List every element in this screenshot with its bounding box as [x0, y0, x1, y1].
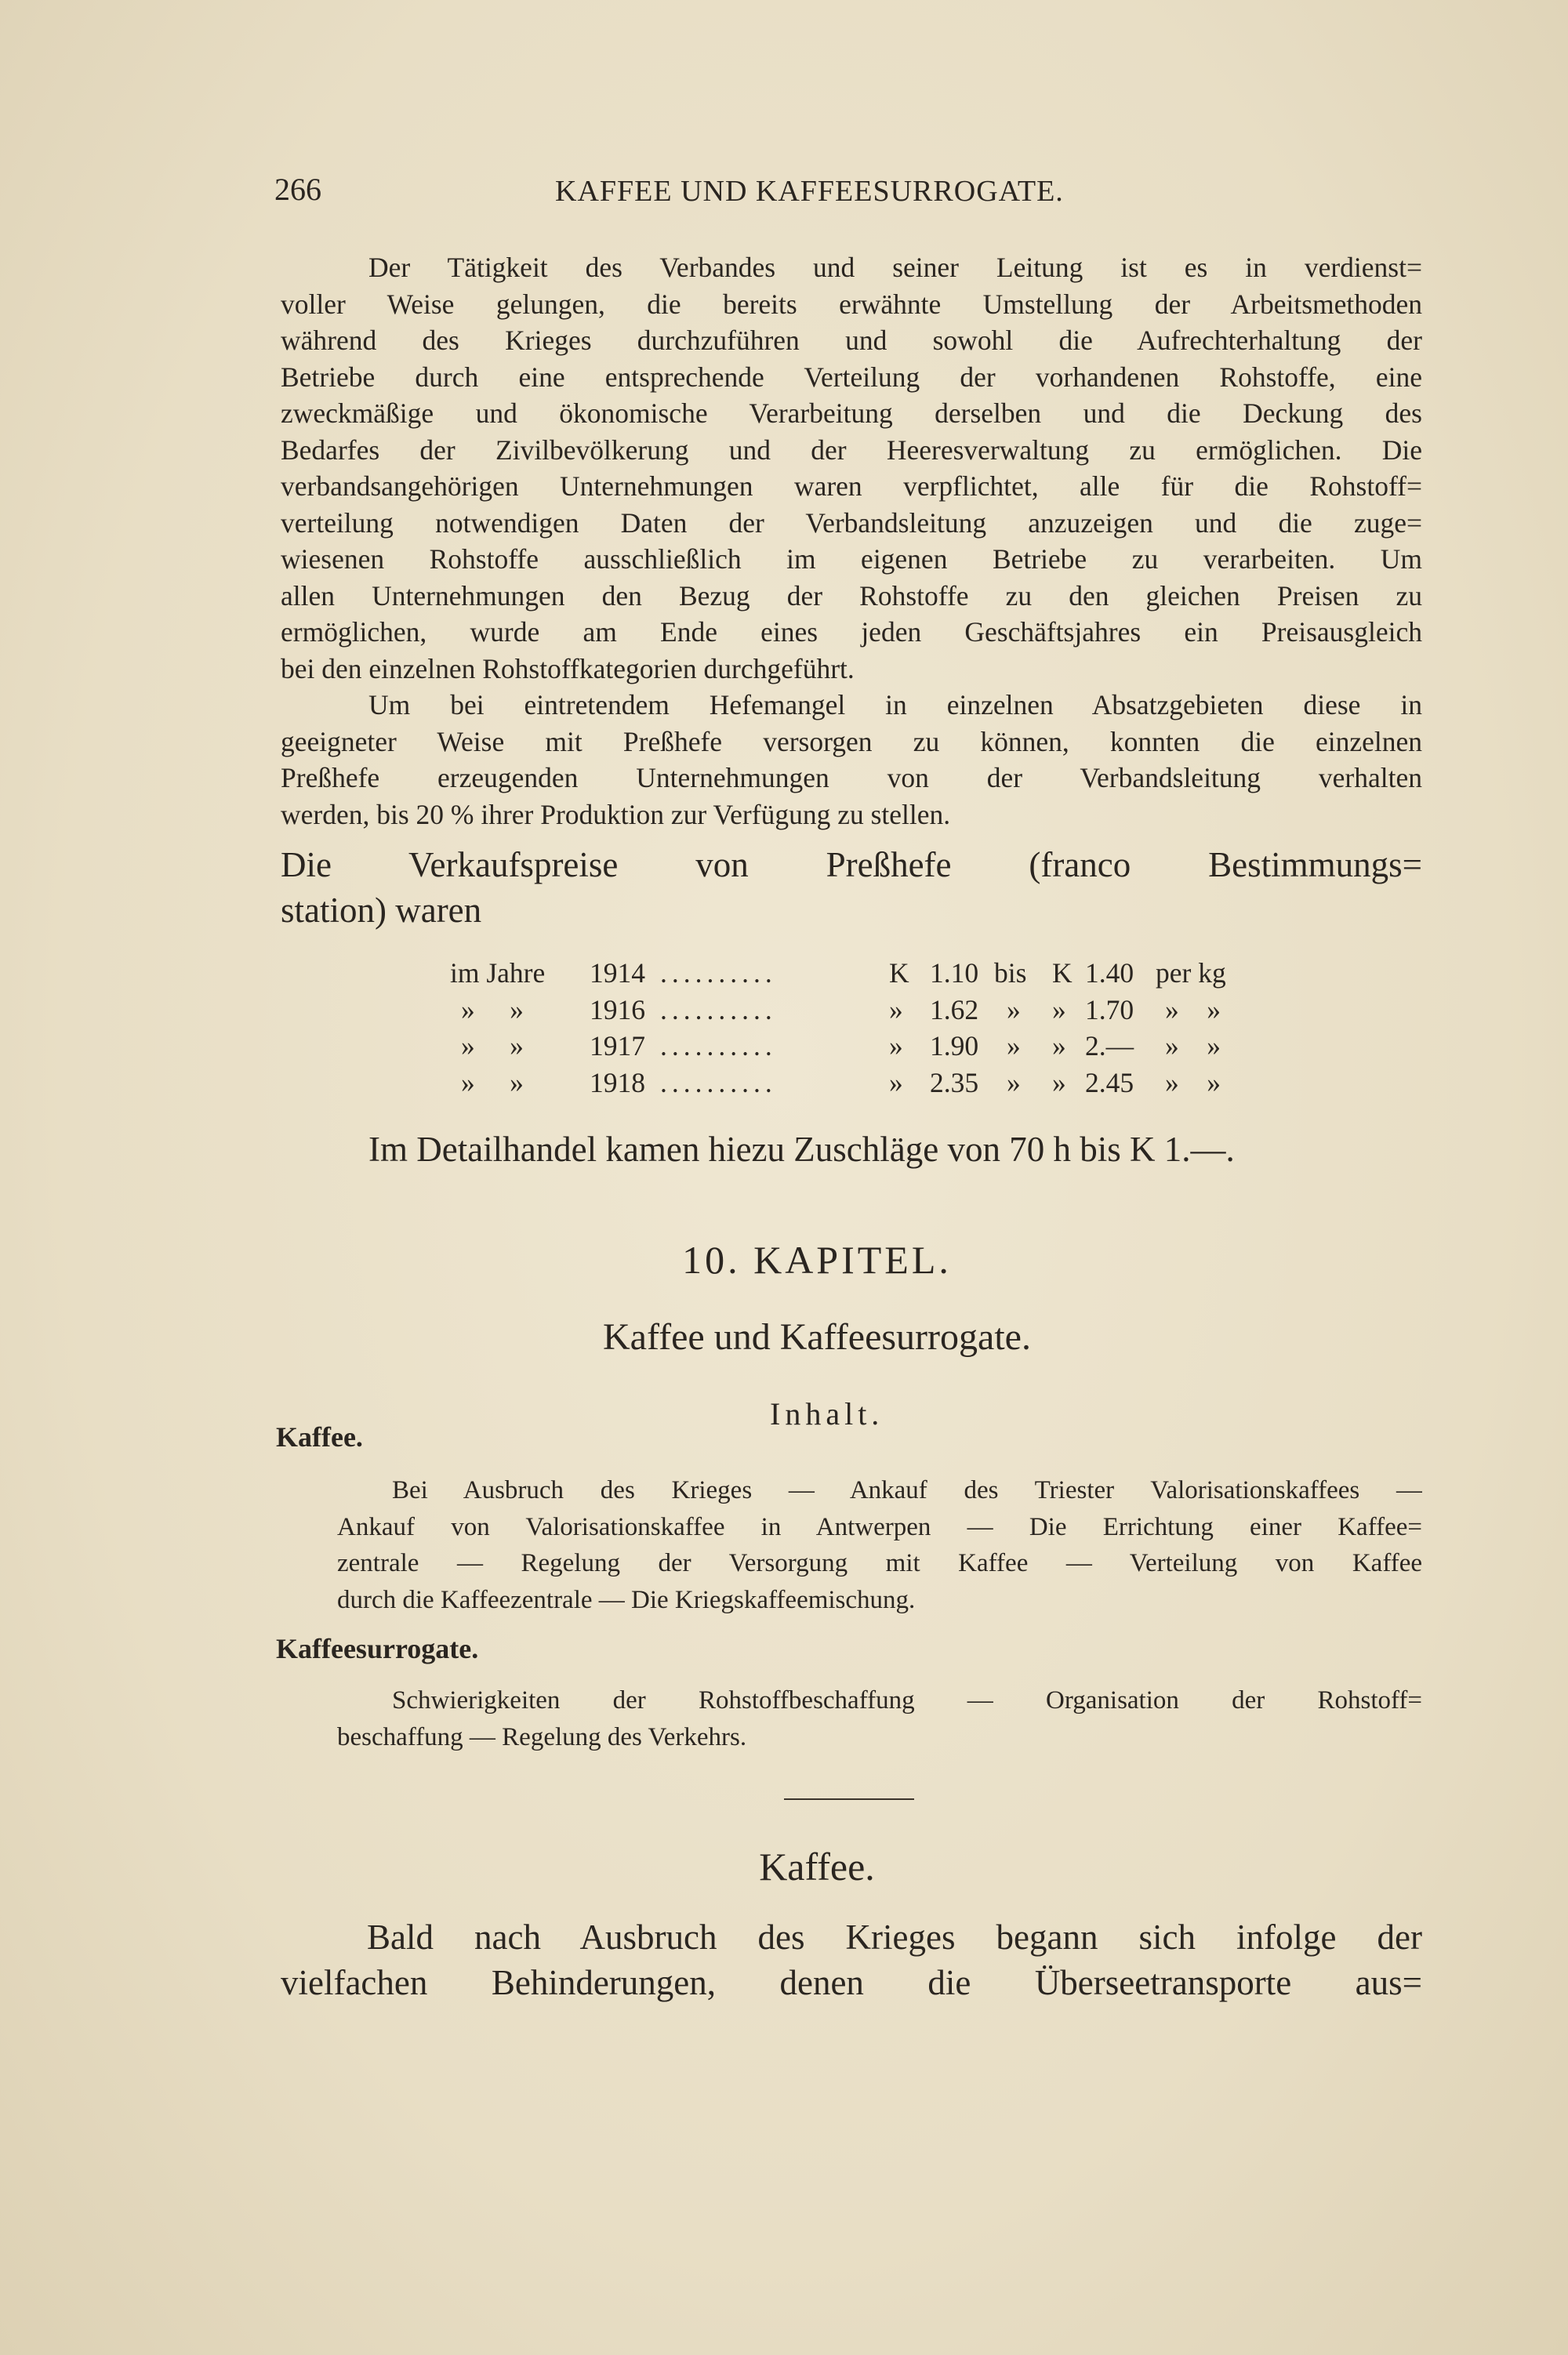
price-year: 1917 — [590, 1030, 645, 1061]
price-currency: » — [889, 1030, 903, 1061]
price-year: 1916 — [590, 993, 645, 1025]
paragraph-hefemangel — [281, 687, 1422, 833]
price-unit: » » — [1165, 1030, 1221, 1061]
price-bis: » — [1007, 1030, 1021, 1061]
text-line: Betriebe durch eine entsprechende Verteilung der vorhandenen Rohstoffe, eine — [281, 361, 1422, 393]
price-bis: » — [1007, 993, 1021, 1025]
contents-kaffee — [337, 1472, 1422, 1618]
price-unit: » » — [1165, 993, 1221, 1025]
price-year: 1918 — [590, 1066, 645, 1098]
text-line: allen Unternehmungen den Bezug der Rohstoffe zu den gleichen Preisen zu — [281, 579, 1422, 611]
price-to: 2.45 — [1085, 1066, 1134, 1098]
text-line: Die Verkaufspreise von Preßhefe (franco Bestimmungs= — [281, 845, 1422, 884]
contents-label-kaffee: Kaffee. — [276, 1421, 363, 1453]
price-currency: » — [889, 1066, 903, 1098]
price-from: 2.35 — [930, 1066, 979, 1098]
text-line: vielfachen Behinderungen, denen die Überseetransporte aus= — [281, 1963, 1422, 2002]
contents-heading: Inhalt. — [770, 1396, 884, 1432]
contents-line: Schwierigkeiten der Rohstoffbeschaffung — Organisation der Rohstoff= — [392, 1686, 1422, 1715]
chapter-number: 10. KAPITEL. — [682, 1238, 952, 1282]
price-to: 1.40 — [1085, 957, 1134, 989]
text-line: Preßhefe erzeugenden Unternehmungen von der Verbandsleitung verhalten — [281, 762, 1422, 793]
prices-intro — [281, 842, 1422, 933]
price-currency: K — [889, 957, 909, 989]
paragraph-kaffee-intro — [281, 1914, 1422, 2005]
price-currency: » — [1052, 1030, 1066, 1061]
text-line: station) waren — [281, 891, 482, 930]
price-prefix: » » — [461, 1066, 524, 1098]
price-prefix: im Jahre — [450, 957, 546, 989]
price-prefix: » » — [461, 1030, 524, 1061]
contents-line: Ankauf von Valorisationskaffee in Antwerpen — Die Errichtung einer Kaffee= — [337, 1512, 1422, 1541]
detail-note: Im Detailhandel kamen hiezu Zuschläge von 70 h bis K 1.—. — [368, 1130, 1235, 1169]
contents-label-surrogate: Kaffeesurrogate. — [276, 1633, 479, 1664]
text-line: ermöglichen, wurde am Ende eines jeden Geschäftsjahres ein Preisausgleich — [281, 616, 1422, 648]
price-from: 1.90 — [930, 1030, 979, 1061]
section-divider — [784, 1798, 914, 1800]
price-currency: » — [889, 993, 903, 1025]
running-head: KAFFEE UND KAFFEESURROGATE. — [555, 175, 1064, 208]
price-from: 1.62 — [930, 993, 979, 1025]
price-unit: » » — [1165, 1066, 1221, 1098]
contents-line: zentrale — Regelung der Versorgung mit Kaffee — Verteilung von Kaffee — [337, 1549, 1422, 1577]
price-from: 1.10 — [930, 957, 979, 989]
text-line: wiesenen Rohstoffe ausschließlich im eigenen Betriebe zu verarbeiten. Um — [281, 543, 1422, 575]
text-line: Der Tätigkeit des Verbandes und seiner Leitung ist es in verdienst= — [368, 252, 1422, 283]
price-dots: .......... — [660, 957, 777, 989]
chapter-title: Kaffee und Kaffeesurrogate. — [603, 1316, 1031, 1358]
section-heading: Kaffee. — [759, 1845, 875, 1889]
text-line: verbandsangehörigen Unternehmungen waren verpflichtet, alle für die Rohstoff= — [281, 470, 1422, 502]
price-dots: .......... — [660, 1030, 777, 1061]
text-line: geeigneter Weise mit Preßhefe versorgen zu können, konnten die einzelnen — [281, 725, 1422, 757]
price-dots: .......... — [660, 1066, 777, 1098]
text-line: werden, bis 20 % ihrer Produktion zur Verfügung zu stellen. — [281, 798, 951, 830]
price-prefix: » » — [461, 993, 524, 1025]
contents-line: durch die Kaffeezentrale — Die Kriegskaffeemischung. — [337, 1585, 916, 1614]
price-currency: » — [1052, 1066, 1066, 1098]
contents-surrogate — [337, 1682, 1422, 1755]
text-line: verteilung notwendigen Daten der Verbandsleitung anzuzeigen und die zuge= — [281, 506, 1422, 539]
price-bis: » — [1007, 1066, 1021, 1098]
text-line: während des Krieges durchzuführen und sowohl die Aufrechterhaltung der — [281, 325, 1422, 356]
text-line: bei den einzelnen Rohstoffkategorien durchgeführt. — [281, 652, 855, 684]
text-line: zweckmäßige und ökonomische Verarbeitung derselben und die Deckung des — [281, 397, 1422, 429]
paragraph-verband — [281, 249, 1422, 687]
text-line: Um bei eintretendem Hefemangel in einzelnen Absatzgebieten diese in — [368, 689, 1422, 720]
price-currency: K — [1052, 957, 1073, 989]
text-line: Bedarfes der Zivilbevölkerung und der Heeresverwaltung zu ermöglichen. Die — [281, 434, 1422, 466]
page-number: 266 — [274, 172, 321, 207]
text-line: voller Weise gelungen, die bereits erwähnte Umstellung der Arbeitsmethoden — [281, 288, 1422, 320]
price-year: 1914 — [590, 957, 645, 989]
price-to: 1.70 — [1085, 993, 1134, 1025]
price-bis: bis — [994, 957, 1027, 989]
price-unit: per kg — [1156, 957, 1226, 989]
price-to: 2.— — [1085, 1030, 1134, 1061]
price-currency: » — [1052, 993, 1066, 1025]
contents-line: Bei Ausbruch des Krieges — Ankauf des Triester Valorisationskaffees — — [392, 1476, 1422, 1504]
contents-line: beschaffung — Regelung des Verkehrs. — [337, 1722, 747, 1751]
text-line: Bald nach Ausbruch des Krieges begann sich infolge der — [367, 1918, 1422, 1957]
price-dots: .......... — [660, 993, 777, 1025]
